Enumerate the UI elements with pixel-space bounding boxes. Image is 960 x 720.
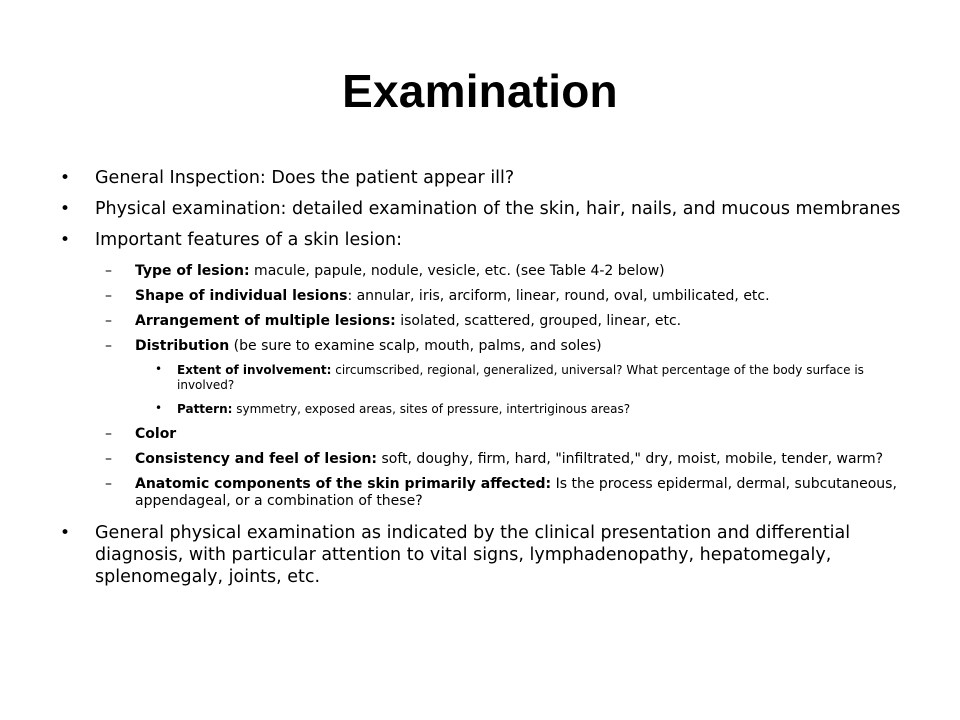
feature-text: soft, doughy, firm, hard, "infiltrated," dry, moist, mobile, tender, warm? xyxy=(377,451,884,467)
bullet-item-important-features xyxy=(60,230,910,251)
feature-text: macule, papule, nodule, vesicle, etc. (see Table 4-2 below) xyxy=(249,263,665,279)
bullet-text: General physical examination as indicated by the clinical presentation and differential diagnosis, with particular attention to vital signs, lymphadenopathy, hepatomegaly, splenomegaly, joints, etc. xyxy=(95,523,851,587)
sub-item-text: circumscribed, regional, generalized, universal? What percentage of the body surface is involved? xyxy=(177,363,864,392)
small-bullet-dot-icon: • xyxy=(155,401,163,415)
feature-item-consistency xyxy=(60,451,910,468)
bullet-dot-icon: • xyxy=(60,230,71,250)
feature-label: Shape of individual lesions xyxy=(135,288,348,304)
feature-item-type-of-lesion xyxy=(60,263,910,280)
sub-item-text: symmetry, exposed areas, sites of pressure, intertriginous areas? xyxy=(232,402,631,416)
feature-item-shape xyxy=(60,288,910,305)
bullet-item-general-physical-examination xyxy=(60,522,910,588)
bullet-dot-icon: • xyxy=(60,523,71,543)
bullet-item-general-inspection xyxy=(60,168,910,189)
sub-item-label: Extent of involvement: xyxy=(177,363,332,377)
dash-bullet-icon: – xyxy=(105,451,112,467)
slide-body xyxy=(60,168,910,598)
feature-label: Anatomic components of the skin primarily affected: xyxy=(135,476,552,492)
feature-text: (be sure to examine scalp, mouth, palms, and soles) xyxy=(229,338,602,354)
feature-label: Type of lesion: xyxy=(135,263,250,279)
sub-item-extent-of-involvement xyxy=(60,363,910,393)
dash-bullet-icon: – xyxy=(105,338,112,354)
sub-item-label: Pattern: xyxy=(177,402,233,416)
sub-item-pattern xyxy=(60,402,910,417)
feature-item-anatomic-components xyxy=(60,476,910,510)
slide-title: Examination xyxy=(342,65,618,117)
dash-bullet-icon: – xyxy=(105,288,112,304)
feature-label: Arrangement of multiple lesions: xyxy=(135,313,396,329)
dash-bullet-icon: – xyxy=(105,263,112,279)
bullet-dot-icon: • xyxy=(60,168,71,188)
small-bullet-dot-icon: • xyxy=(155,362,163,376)
dash-bullet-icon: – xyxy=(105,313,112,329)
feature-label: Distribution xyxy=(135,338,230,354)
dash-bullet-icon: – xyxy=(105,426,112,442)
bullet-text: Important features of a skin lesion: xyxy=(95,230,402,250)
bullet-dot-icon: • xyxy=(60,199,71,219)
feature-text: Is the process epidermal, dermal, subcutaneous, appendageal, or a combination of these? xyxy=(135,476,897,509)
feature-text: isolated, scattered, grouped, linear, etc. xyxy=(395,313,682,329)
feature-label: Color xyxy=(135,426,177,442)
bullet-text: Physical examination: detailed examination of the skin, hair, nails, and mucous membranes xyxy=(95,199,901,219)
feature-item-distribution xyxy=(60,338,910,355)
bullet-item-physical-examination xyxy=(60,199,910,220)
feature-item-color xyxy=(60,426,910,443)
feature-label: Consistency and feel of lesion: xyxy=(135,451,378,467)
bullet-text: General Inspection: Does the patient appear ill? xyxy=(95,168,515,188)
feature-item-arrangement xyxy=(60,313,910,330)
dash-bullet-icon: – xyxy=(105,476,112,492)
feature-text: : annular, iris, arciform, linear, round, oval, umbilicated, etc. xyxy=(347,288,770,304)
